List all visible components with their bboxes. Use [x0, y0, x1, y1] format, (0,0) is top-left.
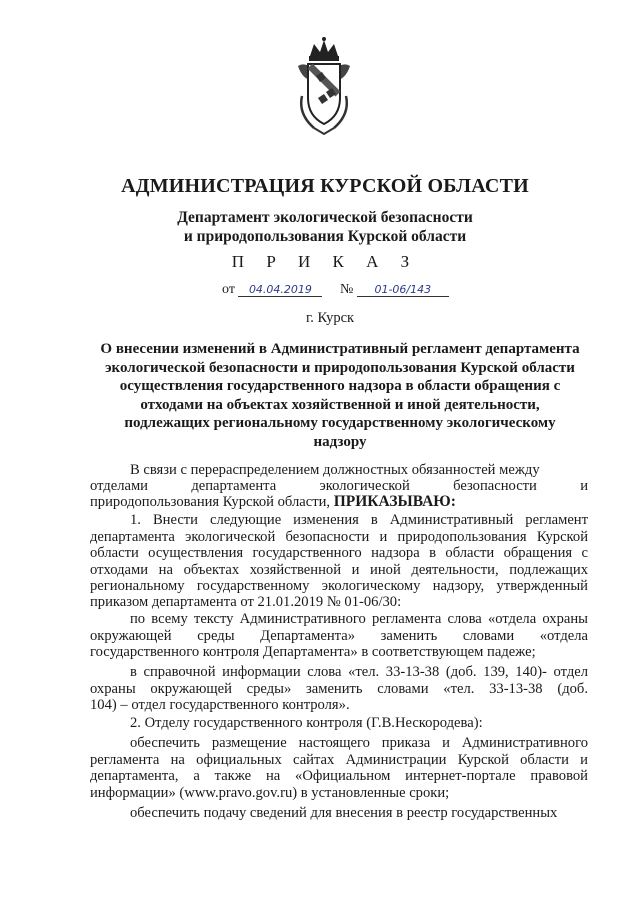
body-text: обеспечить подачу сведений для внесения в реестр государственных — [130, 805, 558, 821]
date-prefix: от — [222, 282, 235, 297]
title-line: подлежащих региональному государственному экологическому — [124, 415, 556, 431]
paragraph-2: по всему тексту Административного регламента слова «отдела охраны окружающей среды Департамента» заменить словами «отдела — [90, 611, 588, 644]
organization-title: АДМИНИСТРАЦИЯ КУРСКОЙ ОБЛАСТИ — [121, 175, 529, 197]
body-text: природопользования Курской области, — [90, 494, 331, 510]
body-line — [90, 494, 588, 511]
document-type: П Р И К А З — [231, 252, 419, 271]
department-line: и природопользования Курской области — [183, 228, 467, 245]
body-word: безопасности — [453, 478, 537, 494]
handwritten-number: 01-06/143 — [357, 283, 449, 297]
city: г. Курск — [305, 310, 355, 326]
title-line: отходами на объектах хозяйственной и иной деятельности, — [140, 396, 540, 413]
body-text: В связи с перераспределением должностных обязанностей между — [130, 462, 540, 478]
body-word: экологической — [319, 478, 410, 494]
title-line: надзору — [313, 433, 367, 450]
paragraph-end: государственного контроля Департамента» в соответствующем падеже; — [90, 644, 536, 660]
date-number-line — [222, 282, 449, 298]
coat-of-arms-icon — [296, 36, 352, 136]
order-keyword: ПРИКАЗЫВАЮ: — [333, 493, 456, 510]
title-line: экологической безопасности и природопользования Курской области — [105, 359, 575, 376]
body-line — [90, 462, 588, 479]
paragraph-1: 1. Внести следующие изменения в Административный регламент департамента экологической безопасности и природопользования Курской области осуществления государственного надзора в области обращения с отходами на объектах хозяйственной и иной деятельности, подлежащих региональному государственному экологическому надзору, утвержденный — [90, 512, 588, 594]
handwritten-date: 04.04.2019 — [238, 283, 322, 297]
paragraph-4: 2. Отделу государственного контроля (Г.В.Нескородева): — [130, 715, 483, 731]
paragraph-end: приказом департамента от 21.01.2019 № 01-06/30: — [90, 594, 402, 610]
title-line: осуществления государственного надзора в области обращения с — [119, 378, 561, 394]
department-line: Департамент экологической безопасности — [177, 209, 473, 226]
paragraph-end: информации» (www.pravo.gov.ru) в установленные сроки; — [90, 785, 450, 801]
paragraph-end: 104) – отдел государственного контроля». — [90, 697, 350, 713]
paragraph-5: обеспечить размещение настоящего приказа и Административного регламента на официальных сайтах Администрации Курской области и департамента, а также на «Официальном интернет-портале правовой — [90, 735, 588, 784]
body-word: департамента — [191, 478, 277, 494]
paragraph-3: в справочной информации слова «тел. 33-13-38 (доб. 139, 140)- отдел охраны окружающей среды» заменить словами «тел. 33-13-38 (доб. — [90, 664, 588, 697]
department-name — [60, 208, 590, 246]
body-word: и — [580, 478, 588, 494]
paragraph-6 — [90, 805, 588, 822]
body-word: отделами — [90, 478, 148, 494]
number-prefix: № — [339, 282, 354, 297]
title-line: О внесении изменений в Административный регламент департамента — [100, 341, 580, 357]
document-title — [95, 340, 585, 451]
